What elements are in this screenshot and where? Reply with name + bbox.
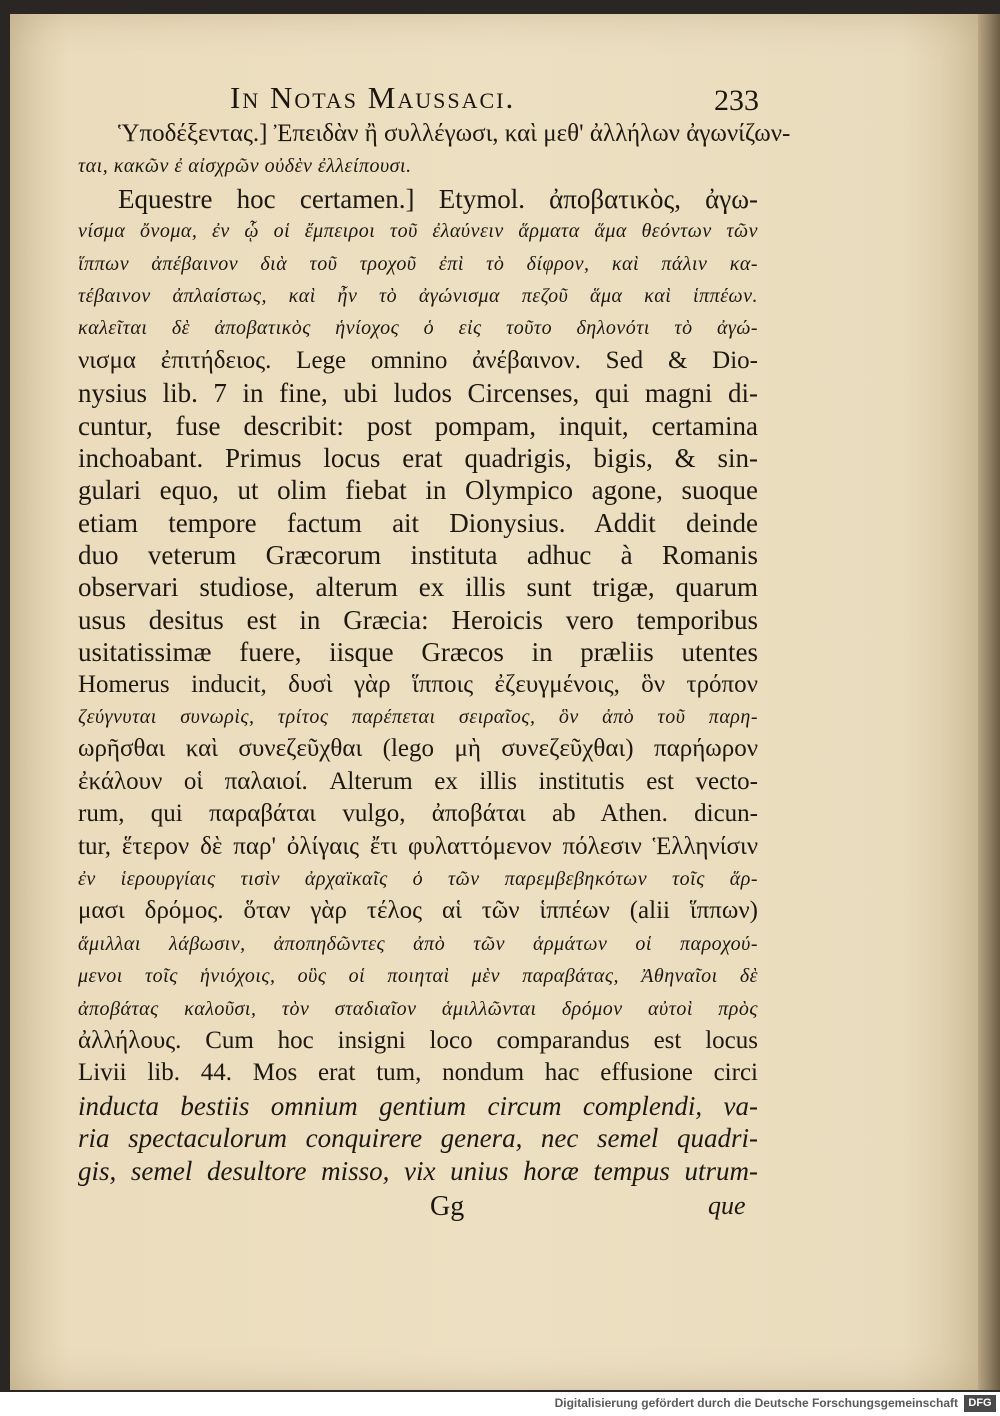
footer-bar [0,1392,1000,1416]
text-line: μενοι τοῖς ἡνιόχοις, οὓς οἱ ποιηταὶ μὲν παραβάτας, Ἀθηναῖοι δὲ [78,965,758,988]
text-line: ria spectaculorum conquirere genera, nec semel quadri- [78,1123,758,1154]
body-text [78,118,791,1187]
text-line: Homerus inducit, δυσὶ γὰρ ἵπποις ἐζευγμένοις, ὃν τρόπον [78,670,758,698]
text-line: ἐκάλουν οἱ παλαιοί. Alterum ex illis institutis est vecto- [78,767,758,795]
text-line: καλεῖται δὲ ἀποβατικὸς ἡνίοχος ὁ εἰς τοῦτο δηλονότι τὸ ἀγώ- [78,317,758,340]
text-line: μασι δρόμος. ὅταν γὰρ τέλος αἱ τῶν ἱππέων (alii ἵππων) [78,897,758,925]
text-line: ἵππων ἀπέβαινον διὰ τοῦ τροχοῦ ἐπὶ τὸ δίφρον, καὶ πάλιν κα- [78,252,758,275]
page-edge [978,14,1000,1390]
text-line: inducta bestiis omnium gentium circum complendi, va- [78,1090,758,1121]
text-line: Equestre hoc certamen.] Etymol. ἀποβατικὸς, ἀγω- [118,183,758,214]
text-line: usitatissimæ fuere, iisque Græcos in præliis utentes [78,637,758,668]
text-line: gulari equo, ut olim fiebat in Olympico agone, suoque [78,475,758,506]
text-line: observari studiose, alterum ex illis sunt trigæ, quarum [78,572,758,603]
page-number: 233 [714,84,759,117]
text-line: rum, qui παραβάται vulgo, ἀποβάται ab Athen. dicun- [78,800,758,828]
text-line: cuntur, fuse describit: post pompam, inquit, certamina [78,410,758,441]
text-line: ωρῆσθαι καὶ συνεζεῦχθαι (lego μὴ συνεζεῦχθαι) παρήωρον [78,735,758,763]
text-line: ται, κακῶν ἐ αἰσχρῶν οὐδὲν ἐλλείπουσι. [78,155,412,178]
text-line: tur, ἕτερον δὲ παρ' ὀλίγαις ἔτι φυλαττόμενον πόλεσιν Ἑλληνίσιν [78,832,758,860]
text-line: usus desitus est in Græcia: Heroicis vero temporibus [78,604,758,635]
text-line: Livii lib. 44. Mos erat tum, nondum hac effusione circi [78,1059,758,1087]
text-line: etiam tempore factum ait Dionysius. Addit deinde [78,507,758,538]
text-line: nysius lib. 7 in fine, ubi ludos Circenses, qui magni di- [78,378,758,409]
text-line: ἀποβάτας καλοῦσι, τὸν σταδιαῖον ἁμιλλῶνται δρόμον αὐτοὶ πρὸς [78,997,758,1020]
text-line: Ὑποδέξεντας.] Ἐπειδὰν ἢ συλλέγωσι, καὶ μεθ' ἀλλήλων ἀγωνίζων- [118,120,791,147]
text-line: ζεύγνυται συνωρὶς, τρίτος παρέπεται σειραῖος, ὃν ἀπὸ τοῦ παρη- [78,706,758,729]
catchword: que [708,1191,746,1220]
text-line: ἀλλήλους. Cum hoc insigni loco comparandus est locus [78,1026,758,1054]
text-line: νισμα ἐπιτήδειος. Lege omnino ἀνέβαινον. Sed & Dio- [78,346,758,374]
footer-credit: Digitalisierung gefördert durch die Deutsche Forschungsgemeinschaft [554,1396,958,1410]
text-line: ἐν ἱερουργίαις τισὶν ἀρχαϊκαῖς ὁ τῶν παρεμβεβηκότων τοῖς ἅρ- [78,867,758,890]
running-header: In Notas Maussaci. [230,80,516,115]
text-line: gis, semel desultore misso, vix unius horæ tempus utrum- [78,1155,758,1186]
text-line: νίσμα ὄνομα, ἐν ᾧ οἱ ἔμπειροι τοῦ ἐλαύνειν ἅρματα ἅμα θεόντων τῶν [78,220,758,243]
text-line: inchoabant. Primus locus erat quadrigis, bigis, & sin- [78,442,758,473]
dfg-logo: DFG [964,1395,996,1412]
text-line: ἅμιλλαι λάβωσιν, ἀποπηδῶντες ἀπὸ τῶν ἁρμάτων οἱ παροχού- [78,932,758,955]
text-line: duo veterum Græcorum instituta adhuc à Romanis [78,540,758,571]
signature-mark: Gg [430,1191,465,1222]
text-line: τέβαινον ἀπλαίστως, καὶ ἦν τὸ ἀγώνισμα πεζοῦ ἅμα καὶ ἱππέων. [78,284,758,307]
